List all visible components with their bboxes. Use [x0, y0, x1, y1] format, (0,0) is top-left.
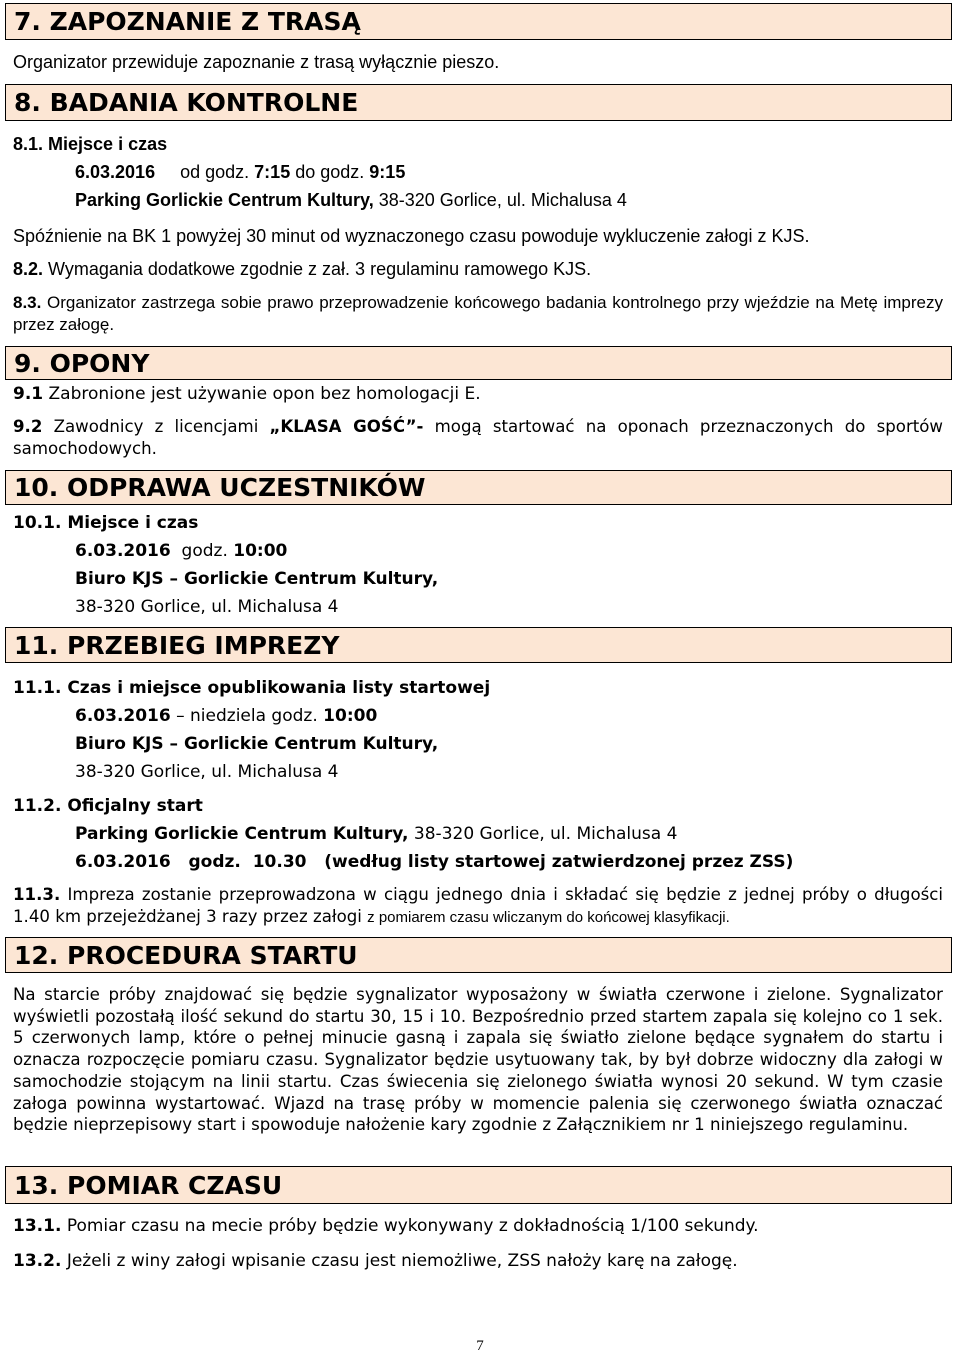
- text: Wymagania dodatkowe zgodnie z zał. 3 regulaminu ramowego KJS.: [48, 259, 592, 279]
- address: 38-320 Gorlice, ul. Michalusa 4: [413, 824, 678, 844]
- place: Parking Gorlickie Centrum Kultury,: [75, 190, 374, 210]
- section-10-1-address: 38-320 Gorlice, ul. Michalusa 4: [75, 597, 339, 617]
- section-10-heading: 10. ODPRAWA UCZESTNIKÓW: [5, 470, 952, 505]
- text: Pomiar czasu na mecie próby będzie wykonywany z dokładnością 1/100 sekundy.: [66, 1216, 759, 1236]
- note: (według listy startowej zatwierdzonej przez ZSS): [324, 852, 794, 872]
- time: 10:00: [323, 706, 378, 726]
- section-12-heading: 12. PROCEDURA STARTU: [5, 937, 952, 973]
- section-9-1: [13, 384, 481, 404]
- section-11-1-title: 11.1. Czas i miejsce opublikowania listy startowej: [13, 678, 491, 698]
- text: Impreza zostanie przeprowadzona w ciągu jednego dnia i składać się będzie z jednej próby o długości 1.40 km przejeżdżanej 3 razy przez załogi: [13, 885, 944, 926]
- number: 8.3.: [13, 293, 42, 312]
- address: 38-320 Gorlice, ul. Michalusa 4: [378, 190, 627, 210]
- section-7-heading: 7. ZAPOZNANIE Z TRASĄ: [5, 3, 952, 40]
- section-12-text: Na starcie próby znajdować się będzie sygnalizator wyposażony w światła czerwone i zielone. Sygnalizator wyświetli pozostałą ilość sekund do startu 30, 15 i 10. Bezpośrednio przed startem zapala się kolejno co 1 sek. 5 czerwonych lamp, które o pełnej minucie gasną i zapala się światło zielone będące sygnałem do startu i oznacza rozpoczęcie pomiaru czasu. Sygnalizator będzie usytuowany tak, by był dobrze widoczny dla załogi w samochodzie stojącym na linii startu. Czas świecenia się zielonego światła wynosi 20 sekund. W tym czasie załoga powinna wystartować. Wjazd na trasę próby w momencie palenia się czerwonego światła oznaczać będzie nieprzepisowy start i spowoduje nałożenie kary zgodnie z Załącznikiem nr 1 niniejszego regulaminu.: [13, 985, 943, 1135]
- date: 6.03.2016: [75, 852, 171, 872]
- section-11-2-time: [75, 852, 793, 872]
- number: 13.2.: [13, 1251, 62, 1271]
- section-13-heading: 13. POMIAR CZASU: [5, 1166, 952, 1204]
- section-11-2-title: 11.2. Oficjalny start: [13, 796, 203, 816]
- time: 10.30: [252, 852, 307, 872]
- text-b: mogą startować na oponach przeznaczonych do sportów samochodowych.: [13, 417, 944, 458]
- license-class: „KLASA GOŚĆ”-: [269, 417, 424, 436]
- section-8-3: [13, 292, 943, 336]
- section-8-1-place: [75, 190, 627, 211]
- day-label: – niedziela godz.: [176, 706, 318, 726]
- to-label: do godz.: [295, 162, 365, 182]
- section-8-1-title: 8.1. Miejsce i czas: [13, 134, 168, 154]
- section-9-2: [13, 416, 943, 459]
- place: Parking Gorlickie Centrum Kultury,: [75, 824, 409, 844]
- text: Organizator zastrzega sobie prawo przeprowadzenie końcowego badania kontrolnego przy wjeździe na Metę imprezy przez załogę.: [13, 293, 943, 334]
- text-a: Zawodnicy z licencjami: [53, 417, 259, 436]
- number: 9.2: [13, 417, 43, 436]
- section-11-1-address: 38-320 Gorlice, ul. Michalusa 4: [75, 762, 339, 782]
- time-to: 9:15: [369, 162, 406, 182]
- section-13-2: [13, 1251, 738, 1271]
- text: Zabronione jest używanie opon bez homologacji E.: [48, 384, 481, 404]
- section-8-2: [13, 259, 591, 280]
- section-8-heading: 8. BADANIA KONTROLNE: [5, 84, 952, 121]
- date: 6.03.2016: [75, 162, 156, 182]
- section-13-1: [13, 1216, 759, 1236]
- section-8-1-time: [75, 162, 405, 183]
- section-9-heading: 9. OPONY: [5, 346, 952, 380]
- date: 6.03.2016: [75, 706, 171, 726]
- text: Jeżeli z winy załogi wpisanie czasu jest niemożliwe, ZSS nałoży karę na załogę.: [66, 1251, 738, 1271]
- godz-label: godz.: [188, 852, 241, 872]
- number: 9.1: [13, 384, 44, 404]
- section-10-1-title: 10.1. Miejsce i czas: [13, 513, 199, 533]
- from-label: od godz.: [180, 162, 250, 182]
- time: 10:00: [233, 541, 288, 561]
- section-7-text: Organizator przewiduje zapoznanie z trasą wyłącznie pieszo.: [13, 52, 500, 72]
- section-11-heading: 11. PRZEBIEG IMPREZY: [5, 627, 952, 663]
- section-11-3: [13, 884, 943, 928]
- section-10-1-place: Biuro KJS – Gorlickie Centrum Kultury,: [75, 569, 439, 589]
- godz-label: godz.: [181, 541, 228, 561]
- section-11-2-place: [75, 824, 677, 844]
- number: 13.1.: [13, 1216, 62, 1236]
- section-10-1-time: [75, 541, 287, 561]
- number: 11.3.: [13, 885, 61, 904]
- page-number: 7: [476, 1338, 484, 1354]
- date: 6.03.2016: [75, 541, 171, 561]
- time-from: 7:15: [254, 162, 291, 182]
- section-11-1-place: Biuro KJS – Gorlickie Centrum Kultury,: [75, 734, 439, 754]
- section-8-late-note: Spóźnienie na BK 1 powyżej 30 minut od wyznaczonego czasu powoduje wykluczenie załogi z KJS.: [13, 226, 810, 246]
- text-small: z pomiarem czasu wliczanym do końcowej klasyfikacji.: [367, 908, 730, 926]
- section-11-1-time: [75, 706, 377, 726]
- number: 8.2.: [13, 259, 44, 279]
